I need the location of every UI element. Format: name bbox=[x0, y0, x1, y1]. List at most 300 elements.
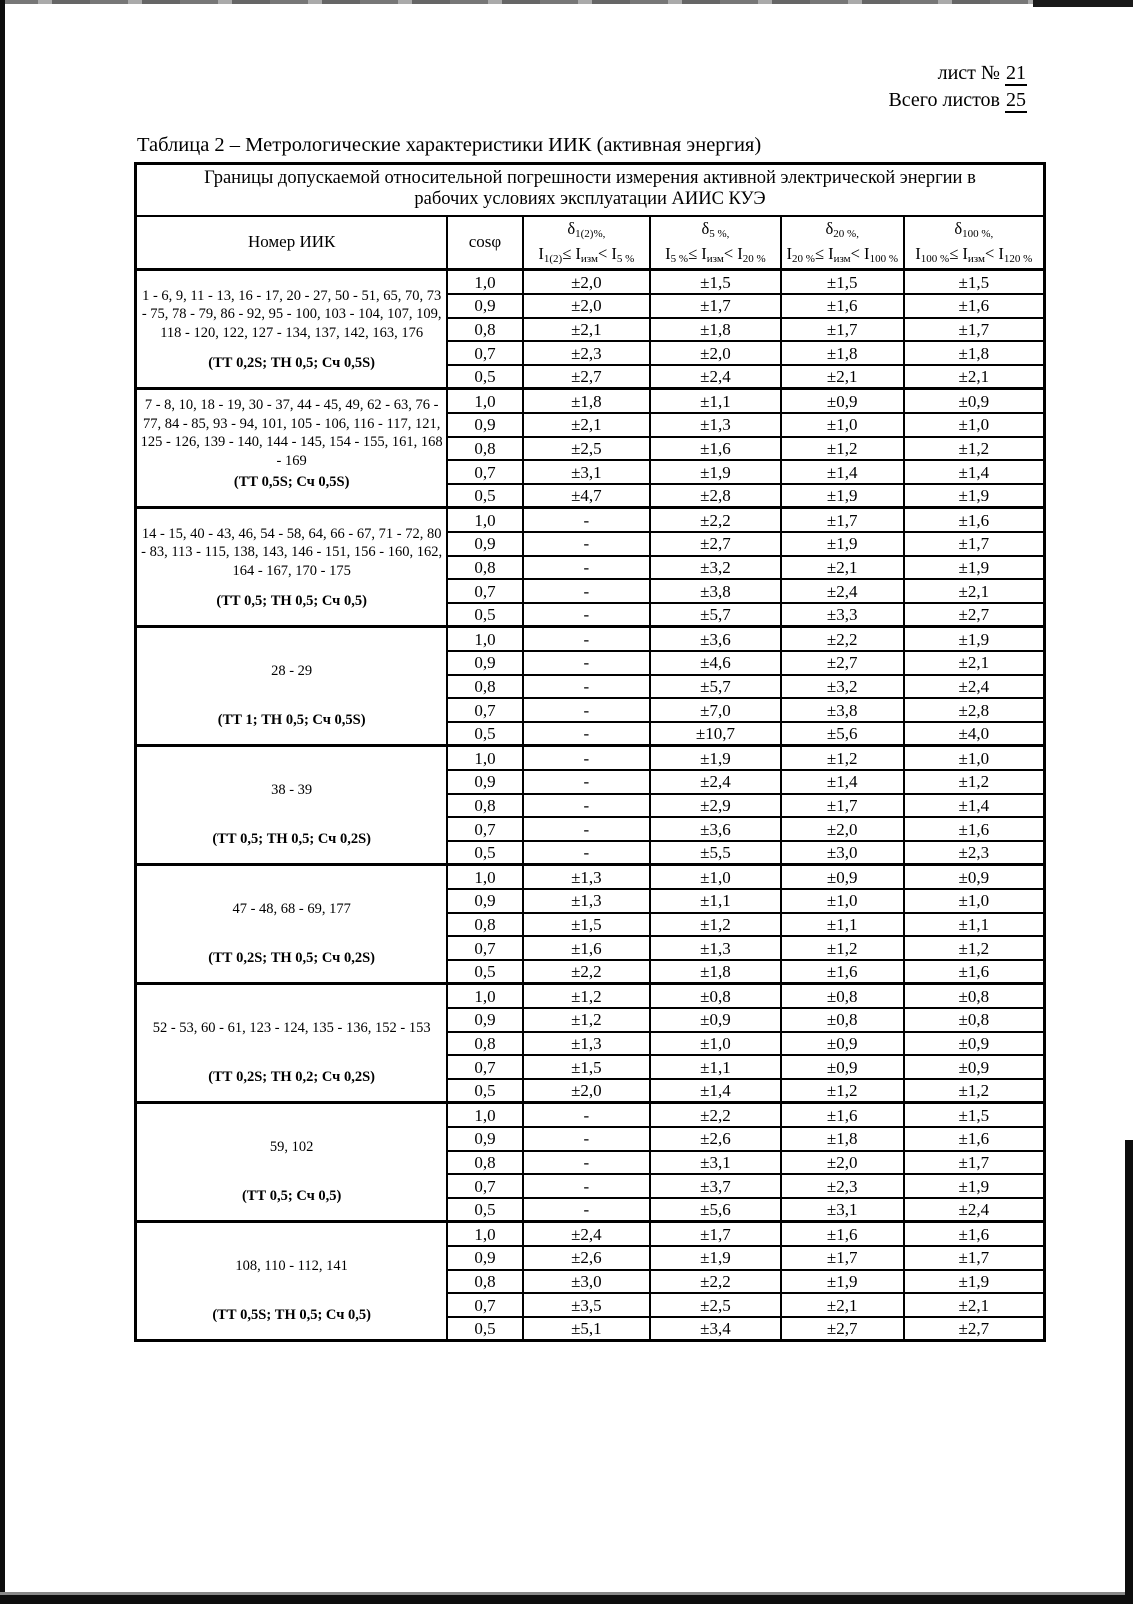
error-value-cell: ±1,0 bbox=[904, 746, 1045, 770]
cos-phi-cell: 0,5 bbox=[447, 1198, 522, 1222]
table-span-header: Границы допускаемой относительной погрешности измерения активной электрической энергии в рабочих условиях эксплуатации АИИС КУЭ bbox=[136, 164, 1045, 216]
iik-number-list: 59, 102 bbox=[269, 1139, 314, 1156]
equipment-classes: (ТТ 0,5S; ТН 0,5; Сч 0,5) bbox=[212, 1307, 371, 1324]
error-value-cell: ±1,6 bbox=[904, 1127, 1045, 1151]
error-value-cell: ±1,7 bbox=[904, 532, 1045, 556]
cos-phi-cell: 0,8 bbox=[447, 794, 522, 818]
iik-numbers-cell-content bbox=[137, 866, 446, 982]
error-value-cell: ±3,0 bbox=[523, 1270, 650, 1294]
error-value-cell: ±3,3 bbox=[781, 603, 904, 627]
iik-number-list: 38 - 39 bbox=[271, 782, 313, 799]
error-value-cell: ±2,0 bbox=[523, 1079, 650, 1103]
error-value-cell: ±1,6 bbox=[781, 1103, 904, 1127]
error-value-cell: ±1,2 bbox=[904, 437, 1045, 461]
table-row bbox=[136, 1103, 1045, 1127]
error-value-cell: ±2,1 bbox=[904, 1293, 1045, 1317]
error-value-cell: ±0,9 bbox=[781, 1055, 904, 1079]
error-value-cell: ±2,7 bbox=[781, 1317, 904, 1341]
error-value-cell: ±1,4 bbox=[781, 770, 904, 794]
equipment-classes: (ТТ 1; ТН 0,5; Сч 0,5S) bbox=[217, 712, 366, 729]
error-value-cell: ±1,9 bbox=[650, 746, 781, 770]
cos-phi-cell: 0,7 bbox=[447, 936, 522, 960]
iik-numbers-cell bbox=[136, 746, 448, 865]
iik-numbers-cell bbox=[136, 865, 448, 984]
error-value-cell: ±1,2 bbox=[904, 1079, 1045, 1103]
cos-phi-cell: 1,0 bbox=[447, 1222, 522, 1246]
column-header-delta-20 bbox=[781, 216, 904, 270]
cos-phi-cell: 0,8 bbox=[447, 1032, 522, 1056]
error-value-cell: ±0,9 bbox=[904, 865, 1045, 889]
current-range-line: I1(2)≤ Iизм< I5 % bbox=[538, 244, 635, 266]
error-value-cell: ±3,8 bbox=[650, 579, 781, 603]
total-sheets-line bbox=[888, 87, 1027, 114]
error-value-cell: ±0,8 bbox=[904, 1008, 1045, 1032]
equipment-classes: (ТТ 0,2S; ТН 0,5; Сч 0,5S) bbox=[208, 355, 375, 372]
table-row bbox=[136, 1222, 1045, 1246]
cos-phi-cell: 0,7 bbox=[447, 460, 522, 484]
error-value-cell: ±2,5 bbox=[523, 437, 650, 461]
error-value-cell: - bbox=[523, 556, 650, 580]
error-value-cell: ±1,3 bbox=[523, 865, 650, 889]
error-value-cell: ±2,4 bbox=[781, 579, 904, 603]
cos-phi-cell: 0,9 bbox=[447, 1127, 522, 1151]
error-value-cell: ±5,5 bbox=[650, 841, 781, 865]
error-value-cell: - bbox=[523, 675, 650, 699]
table-row bbox=[136, 627, 1045, 651]
error-value-cell: ±2,2 bbox=[650, 508, 781, 532]
error-value-cell: ±1,2 bbox=[904, 936, 1045, 960]
error-value-cell: ±2,8 bbox=[904, 698, 1045, 722]
cos-phi-cell: 0,5 bbox=[447, 960, 522, 984]
sheet-number-line bbox=[888, 60, 1027, 87]
error-value-cell: ±1,6 bbox=[904, 1222, 1045, 1246]
error-value-cell: ±1,8 bbox=[781, 341, 904, 365]
error-value-cell: ±1,5 bbox=[523, 913, 650, 937]
cos-phi-cell: 0,5 bbox=[447, 484, 522, 508]
error-value-cell: ±2,3 bbox=[523, 341, 650, 365]
cos-phi-cell: 0,9 bbox=[447, 651, 522, 675]
error-value-cell: ±1,9 bbox=[904, 627, 1045, 651]
error-value-cell: - bbox=[523, 1174, 650, 1198]
equipment-classes: (ТТ 0,5S; Сч 0,5S) bbox=[233, 474, 350, 491]
error-value-cell: - bbox=[523, 1198, 650, 1222]
error-value-cell: ±1,0 bbox=[781, 413, 904, 437]
cos-phi-cell: 0,9 bbox=[447, 889, 522, 913]
error-value-cell: ±1,3 bbox=[650, 413, 781, 437]
iik-number-list: 52 - 53, 60 - 61, 123 - 124, 135 - 136, 152 - 153 bbox=[152, 1020, 431, 1037]
column-header-cos-phi: cosφ bbox=[447, 216, 522, 270]
iik-numbers-cell-content bbox=[137, 390, 446, 506]
error-value-cell: ±1,8 bbox=[650, 960, 781, 984]
error-value-cell: ±1,2 bbox=[650, 913, 781, 937]
error-value-cell: ±2,1 bbox=[781, 556, 904, 580]
sheet-number: 21 bbox=[1006, 62, 1026, 84]
error-value-cell: ±1,1 bbox=[650, 389, 781, 413]
error-value-cell: ±1,8 bbox=[781, 1127, 904, 1151]
iik-number-list: 47 - 48, 68 - 69, 177 bbox=[232, 901, 351, 918]
error-value-cell: ±2,7 bbox=[904, 1317, 1045, 1341]
error-value-cell: ±3,1 bbox=[523, 460, 650, 484]
error-value-cell: - bbox=[523, 579, 650, 603]
sheet-info bbox=[888, 60, 1027, 114]
cos-phi-cell: 1,0 bbox=[447, 627, 522, 651]
error-value-cell: ±1,6 bbox=[904, 960, 1045, 984]
iik-numbers-cell-content bbox=[137, 1104, 446, 1220]
error-value-cell: ±2,2 bbox=[650, 1270, 781, 1294]
cos-phi-cell: 1,0 bbox=[447, 746, 522, 770]
error-value-cell: ±1,9 bbox=[781, 1270, 904, 1294]
error-value-cell: ±2,4 bbox=[650, 365, 781, 389]
error-value-cell: ±1,4 bbox=[904, 794, 1045, 818]
iik-numbers-cell-content bbox=[137, 271, 446, 387]
error-value-cell: ±3,0 bbox=[781, 841, 904, 865]
table-row bbox=[136, 746, 1045, 770]
error-value-cell: ±2,9 bbox=[650, 794, 781, 818]
error-value-cell: ±1,6 bbox=[523, 936, 650, 960]
error-value-cell: ±1,8 bbox=[650, 318, 781, 342]
error-value-cell: ±3,2 bbox=[781, 675, 904, 699]
error-value-cell: ±2,1 bbox=[904, 365, 1045, 389]
equipment-classes: (ТТ 0,5; ТН 0,5; Сч 0,2S) bbox=[212, 831, 371, 848]
error-value-cell: ±3,6 bbox=[650, 817, 781, 841]
cos-phi-cell: 0,8 bbox=[447, 1270, 522, 1294]
error-value-cell: ±0,9 bbox=[904, 1032, 1045, 1056]
cos-phi-cell: 0,7 bbox=[447, 1293, 522, 1317]
cos-phi-cell: 0,7 bbox=[447, 1174, 522, 1198]
error-value-cell: ±1,1 bbox=[650, 1055, 781, 1079]
error-value-cell: ±1,0 bbox=[781, 889, 904, 913]
error-value-cell: ±2,4 bbox=[904, 675, 1045, 699]
error-value-cell: ±5,7 bbox=[650, 603, 781, 627]
error-value-cell: - bbox=[523, 770, 650, 794]
cos-phi-cell: 0,5 bbox=[447, 841, 522, 865]
error-value-cell: ±1,7 bbox=[650, 294, 781, 318]
equipment-classes: (ТТ 0,5; ТН 0,5; Сч 0,5) bbox=[216, 593, 367, 610]
cos-phi-cell: 0,9 bbox=[447, 294, 522, 318]
scan-artifact-bottom-edge bbox=[0, 1595, 1133, 1604]
error-value-cell: ±2,6 bbox=[650, 1127, 781, 1151]
error-value-cell: ±0,8 bbox=[781, 1008, 904, 1032]
iik-numbers-cell-content bbox=[137, 747, 446, 863]
error-value-cell: ±2,7 bbox=[904, 603, 1045, 627]
delta-symbol-line: δ20 %, bbox=[825, 218, 859, 240]
cos-phi-cell: 0,9 bbox=[447, 413, 522, 437]
error-value-cell: ±1,6 bbox=[904, 294, 1045, 318]
error-value-cell: ±2,0 bbox=[781, 817, 904, 841]
cos-phi-cell: 0,8 bbox=[447, 913, 522, 937]
error-value-cell: ±1,0 bbox=[904, 889, 1045, 913]
cos-phi-cell: 0,7 bbox=[447, 1055, 522, 1079]
iik-numbers-cell bbox=[136, 389, 448, 508]
error-value-cell: ±1,9 bbox=[904, 556, 1045, 580]
current-range-line: I100 %≤ Iизм< I120 % bbox=[915, 244, 1033, 266]
error-value-cell: ±1,7 bbox=[904, 1246, 1045, 1270]
error-value-cell: ±2,0 bbox=[650, 341, 781, 365]
delta-symbol-line: δ1(2)%, bbox=[567, 218, 606, 240]
error-value-cell: ±1,2 bbox=[523, 1008, 650, 1032]
error-value-cell: ±2,8 bbox=[650, 484, 781, 508]
error-value-cell: ±1,7 bbox=[781, 1246, 904, 1270]
metrology-table-wrapper bbox=[134, 162, 1046, 1342]
error-value-cell: ±4,7 bbox=[523, 484, 650, 508]
error-value-cell: ±2,4 bbox=[650, 770, 781, 794]
error-value-cell: ±1,6 bbox=[781, 1222, 904, 1246]
error-value-cell: ±1,2 bbox=[904, 770, 1045, 794]
error-value-cell: ±1,4 bbox=[904, 460, 1045, 484]
error-value-cell: ±1,7 bbox=[650, 1222, 781, 1246]
delta-symbol-line: δ100 %, bbox=[954, 218, 994, 240]
error-value-cell: ±2,1 bbox=[523, 413, 650, 437]
error-value-cell: ±1,6 bbox=[781, 960, 904, 984]
error-value-cell: ±1,5 bbox=[650, 270, 781, 294]
error-value-cell: - bbox=[523, 1103, 650, 1127]
iik-number-list: 28 - 29 bbox=[271, 663, 313, 680]
cos-phi-cell: 0,9 bbox=[447, 770, 522, 794]
cos-phi-cell: 1,0 bbox=[447, 270, 522, 294]
error-value-cell: ±1,9 bbox=[781, 532, 904, 556]
table-body bbox=[136, 270, 1045, 1341]
error-value-cell: ±3,8 bbox=[781, 698, 904, 722]
error-value-cell: ±5,6 bbox=[650, 1198, 781, 1222]
cos-phi-cell: 0,9 bbox=[447, 1246, 522, 1270]
error-value-cell: ±1,5 bbox=[523, 1055, 650, 1079]
equipment-classes: (ТТ 0,2S; ТН 0,2; Сч 0,2S) bbox=[208, 1069, 375, 1086]
cos-phi-cell: 0,5 bbox=[447, 1079, 522, 1103]
error-value-cell: ±2,7 bbox=[781, 651, 904, 675]
iik-numbers-cell-content bbox=[137, 509, 446, 625]
error-value-cell: ±0,9 bbox=[650, 1008, 781, 1032]
error-value-cell: ±2,3 bbox=[904, 841, 1045, 865]
scan-artifact-right-edge bbox=[1125, 1140, 1133, 1604]
error-value-cell: ±1,3 bbox=[650, 936, 781, 960]
error-value-cell: ±2,2 bbox=[650, 1103, 781, 1127]
error-value-cell: ±1,9 bbox=[650, 460, 781, 484]
table-row bbox=[136, 389, 1045, 413]
cos-phi-cell: 0,5 bbox=[447, 1317, 522, 1341]
error-value-cell: ±3,7 bbox=[650, 1174, 781, 1198]
error-value-cell: ±1,7 bbox=[904, 318, 1045, 342]
error-value-cell: ±1,2 bbox=[781, 1079, 904, 1103]
iik-numbers-cell bbox=[136, 1103, 448, 1222]
error-value-cell: ±2,0 bbox=[781, 1151, 904, 1175]
error-value-cell: - bbox=[523, 651, 650, 675]
iik-number-list: 14 - 15, 40 - 43, 46, 54 - 58, 64, 66 - 67, 71 - 72, 80 - 83, 113 - 115, 138, 143, 146 - 151, 156 - 160, 162, 164 - 167, 170 - 175 bbox=[141, 525, 443, 579]
error-value-cell: ±0,8 bbox=[781, 984, 904, 1008]
error-value-cell: ±0,9 bbox=[781, 865, 904, 889]
cos-phi-cell: 0,7 bbox=[447, 341, 522, 365]
error-value-cell: ±1,0 bbox=[904, 413, 1045, 437]
cos-phi-cell: 1,0 bbox=[447, 1103, 522, 1127]
error-value-cell: ±1,0 bbox=[650, 1032, 781, 1056]
cos-phi-cell: 1,0 bbox=[447, 508, 522, 532]
error-value-cell: ±1,7 bbox=[781, 794, 904, 818]
error-value-cell: ±4,6 bbox=[650, 651, 781, 675]
error-value-cell: ±1,8 bbox=[523, 389, 650, 413]
iik-numbers-cell-content bbox=[137, 1223, 446, 1339]
table-row bbox=[136, 508, 1045, 532]
error-value-cell: ±1,6 bbox=[904, 817, 1045, 841]
error-value-cell: - bbox=[523, 532, 650, 556]
error-value-cell: ±1,9 bbox=[904, 1174, 1045, 1198]
table-row bbox=[136, 270, 1045, 294]
cos-phi-cell: 0,7 bbox=[447, 579, 522, 603]
error-value-cell: ±5,1 bbox=[523, 1317, 650, 1341]
error-value-cell: ±3,5 bbox=[523, 1293, 650, 1317]
metrology-table bbox=[134, 162, 1046, 1342]
error-value-cell: ±1,5 bbox=[904, 270, 1045, 294]
table-span-header-row bbox=[136, 164, 1045, 216]
error-value-cell: ±0,9 bbox=[904, 1055, 1045, 1079]
total-sheets-number: 25 bbox=[1006, 89, 1026, 111]
error-value-cell: ±1,2 bbox=[781, 746, 904, 770]
error-value-cell: ±1,7 bbox=[781, 318, 904, 342]
error-value-cell: ±2,1 bbox=[781, 1293, 904, 1317]
error-value-cell: ±1,3 bbox=[523, 889, 650, 913]
error-value-cell: ±1,6 bbox=[904, 508, 1045, 532]
error-value-cell: ±1,9 bbox=[781, 484, 904, 508]
error-value-cell: ±1,1 bbox=[904, 913, 1045, 937]
cos-phi-cell: 0,7 bbox=[447, 817, 522, 841]
error-value-cell: ±3,6 bbox=[650, 627, 781, 651]
iik-number-list: 108, 110 - 112, 141 bbox=[235, 1258, 348, 1275]
iik-numbers-cell-content bbox=[137, 628, 446, 744]
error-value-cell: ±2,7 bbox=[523, 365, 650, 389]
error-value-cell: ±1,1 bbox=[781, 913, 904, 937]
error-value-cell: - bbox=[523, 508, 650, 532]
cos-phi-cell: 0,8 bbox=[447, 437, 522, 461]
error-value-cell: ±2,6 bbox=[523, 1246, 650, 1270]
error-value-cell: - bbox=[523, 817, 650, 841]
error-value-cell: ±2,0 bbox=[523, 294, 650, 318]
error-value-cell: ±5,7 bbox=[650, 675, 781, 699]
cos-phi-cell: 0,5 bbox=[447, 603, 522, 627]
error-value-cell: ±1,3 bbox=[523, 1032, 650, 1056]
current-range-line: I20 %≤ Iизм< I100 % bbox=[786, 244, 898, 266]
equipment-classes: (ТТ 0,5; Сч 0,5) bbox=[241, 1188, 342, 1205]
cos-phi-cell: 0,5 bbox=[447, 365, 522, 389]
error-value-cell: ±3,4 bbox=[650, 1317, 781, 1341]
iik-numbers-cell bbox=[136, 984, 448, 1103]
table-row bbox=[136, 865, 1045, 889]
error-value-cell: ±3,2 bbox=[650, 556, 781, 580]
error-value-cell: ±1,4 bbox=[781, 460, 904, 484]
error-value-cell: ±2,1 bbox=[523, 318, 650, 342]
column-header-iik-number: Номер ИИК bbox=[136, 216, 448, 270]
column-header-delta-100 bbox=[904, 216, 1045, 270]
error-value-cell: ±4,0 bbox=[904, 722, 1045, 746]
error-value-cell: ±1,2 bbox=[781, 437, 904, 461]
cos-phi-cell: 0,9 bbox=[447, 1008, 522, 1032]
error-value-cell: - bbox=[523, 794, 650, 818]
error-value-cell: ±2,0 bbox=[523, 270, 650, 294]
error-value-cell: ±2,1 bbox=[904, 579, 1045, 603]
error-value-cell: ±10,7 bbox=[650, 722, 781, 746]
cos-phi-cell: 1,0 bbox=[447, 865, 522, 889]
current-range-line: I5 %≤ Iизм< I20 % bbox=[665, 244, 766, 266]
error-value-cell: ±1,6 bbox=[650, 437, 781, 461]
error-value-cell: ±3,1 bbox=[781, 1198, 904, 1222]
table-column-header-row bbox=[136, 216, 1045, 270]
cos-phi-cell: 0,8 bbox=[447, 318, 522, 342]
error-value-cell: ±1,2 bbox=[781, 936, 904, 960]
error-value-cell: ±1,7 bbox=[904, 1151, 1045, 1175]
cos-phi-cell: 0,8 bbox=[447, 556, 522, 580]
error-value-cell: ±3,1 bbox=[650, 1151, 781, 1175]
error-value-cell: ±1,5 bbox=[904, 1103, 1045, 1127]
error-value-cell: ±1,1 bbox=[650, 889, 781, 913]
error-value-cell: ±2,4 bbox=[523, 1222, 650, 1246]
error-value-cell: ±1,2 bbox=[523, 984, 650, 1008]
error-value-cell: ±1,7 bbox=[781, 508, 904, 532]
error-value-cell: ±0,8 bbox=[650, 984, 781, 1008]
iik-numbers-cell bbox=[136, 627, 448, 746]
cos-phi-cell: 0,5 bbox=[447, 722, 522, 746]
error-value-cell: ±2,2 bbox=[523, 960, 650, 984]
cos-phi-cell: 0,9 bbox=[447, 532, 522, 556]
cos-phi-cell: 0,8 bbox=[447, 1151, 522, 1175]
error-value-cell: - bbox=[523, 1127, 650, 1151]
error-value-cell: ±7,0 bbox=[650, 698, 781, 722]
cos-phi-cell: 0,7 bbox=[447, 698, 522, 722]
iik-numbers-cell bbox=[136, 508, 448, 627]
scan-artifact-left-edge bbox=[0, 0, 5, 1604]
error-value-cell: ±0,9 bbox=[904, 389, 1045, 413]
cos-phi-cell: 1,0 bbox=[447, 984, 522, 1008]
error-value-cell: ±1,5 bbox=[781, 270, 904, 294]
error-value-cell: ±2,1 bbox=[904, 651, 1045, 675]
error-value-cell: ±1,9 bbox=[904, 1270, 1045, 1294]
error-value-cell: ±1,8 bbox=[904, 341, 1045, 365]
error-value-cell: - bbox=[523, 1151, 650, 1175]
delta-symbol-line: δ5 %, bbox=[701, 218, 730, 240]
error-value-cell: ±2,5 bbox=[650, 1293, 781, 1317]
error-value-cell: ±2,2 bbox=[781, 627, 904, 651]
iik-numbers-cell bbox=[136, 270, 448, 389]
error-value-cell: - bbox=[523, 603, 650, 627]
cos-phi-cell: 0,8 bbox=[447, 675, 522, 699]
error-value-cell: ±2,3 bbox=[781, 1174, 904, 1198]
total-sheets-label: Всего листов bbox=[888, 89, 1000, 111]
error-value-cell: ±1,9 bbox=[650, 1246, 781, 1270]
error-value-cell: ±5,6 bbox=[781, 722, 904, 746]
error-value-cell: ±2,4 bbox=[904, 1198, 1045, 1222]
iik-number-list: 1 - 6, 9, 11 - 13, 16 - 17, 20 - 27, 50 - 51, 65, 70, 73 - 75, 78 - 79, 86 - 92, 95 - 100, 103 - 104, 107, 109, 118 - 120, 122, 127 - 134, 137, 142, 163, 176 bbox=[141, 287, 442, 341]
error-value-cell: - bbox=[523, 627, 650, 651]
error-value-cell: ±2,7 bbox=[650, 532, 781, 556]
error-value-cell: - bbox=[523, 841, 650, 865]
iik-number-list: 7 - 8, 10, 18 - 19, 30 - 37, 44 - 45, 49, 62 - 63, 76 - 77, 84 - 85, 93 - 94, 101, 105 - 106, 116 - 117, 121, 125 - 126, 139 - 140, 144 - 145, 154 - 155, 161, 168 - 169 bbox=[140, 397, 443, 469]
table-title: Таблица 2 – Метрологические характеристики ИИК (активная энергия) bbox=[137, 134, 762, 156]
iik-numbers-cell-content bbox=[137, 985, 446, 1101]
column-header-delta-5 bbox=[650, 216, 781, 270]
sheet-label: лист № bbox=[937, 62, 1000, 84]
scan-artifact-top-right bbox=[1033, 0, 1133, 7]
error-value-cell: ±0,9 bbox=[781, 1032, 904, 1056]
error-value-cell: ±1,9 bbox=[904, 484, 1045, 508]
iik-numbers-cell bbox=[136, 1222, 448, 1341]
error-value-cell: - bbox=[523, 746, 650, 770]
cos-phi-cell: 1,0 bbox=[447, 389, 522, 413]
column-header-delta-1-2 bbox=[523, 216, 650, 270]
error-value-cell: ±1,4 bbox=[650, 1079, 781, 1103]
error-value-cell: - bbox=[523, 698, 650, 722]
table-row bbox=[136, 984, 1045, 1008]
scan-artifact-top-edge bbox=[0, 0, 1133, 4]
error-value-cell: ±2,1 bbox=[781, 365, 904, 389]
error-value-cell: ±0,9 bbox=[781, 389, 904, 413]
error-value-cell: ±1,6 bbox=[781, 294, 904, 318]
error-value-cell: - bbox=[523, 722, 650, 746]
